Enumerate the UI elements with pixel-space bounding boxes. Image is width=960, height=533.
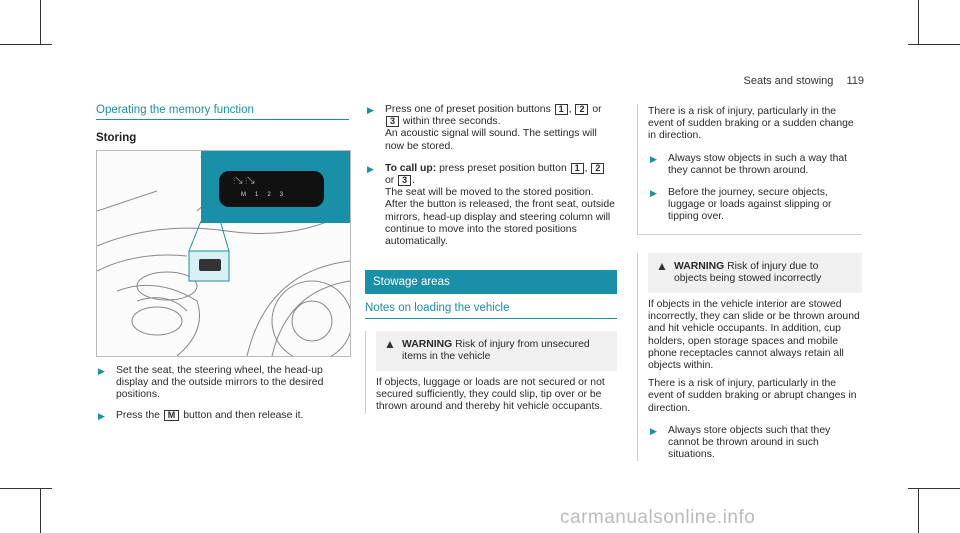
step-text: Press the [116,409,160,421]
preset-key-1: 1 [555,104,568,115]
continued-warning [637,104,862,235]
paragraph: There is a risk of injury, particularly in the event of sudden braking or a sudden change in direction. [648,106,854,142]
step [648,153,862,177]
preset-key-3: 3 [386,116,399,127]
comma: , [584,162,588,174]
crop-mark [908,488,960,489]
crop-mark [0,44,52,45]
step [648,425,862,462]
paragraph: There is a risk of injury, particularly in the event of sudden braking or abrupt changes in direction. [648,378,857,414]
crop-mark [40,0,41,45]
warning-text: Risk of injury due to objects being stowed incorrectly [674,260,822,284]
column-2 [365,104,617,414]
arrow-icon: ▶ [367,105,374,115]
warning-header [376,331,617,371]
step-text: button and then release it. [183,409,304,421]
crop-mark [0,488,52,489]
warning-box [637,253,862,462]
page-header [744,75,865,87]
warning-label: WARNING [674,260,725,272]
page-number: 119 [846,75,864,87]
warning-icon: ▲ [384,336,396,351]
step-detail: The seat will be moved to the stored position. After the button is released, the front seat, outside mirrors, head-up display and steering column will continue to move into the stored positions automatically. [385,187,615,248]
arrow-icon: ▶ [650,425,657,436]
step-text: Before the journey, secure objects, luggage or loads against slipping or tipping over. [668,187,832,223]
column-1 [96,104,349,144]
crop-mark [40,488,41,533]
subheading: Storing [96,132,137,145]
crop-mark [918,488,919,533]
watermark: carmanualsonline.info [560,507,756,528]
or-text: or [385,175,395,187]
arrow-icon: ▶ [98,410,105,421]
memory-button-panel [219,171,324,207]
subsection-heading: Notes on loading the vehicle [365,302,617,318]
arrow-icon: ▶ [650,153,657,164]
step [365,163,617,248]
warning-body: If objects, luggage or loads are not secured or not secured sufficiently, they could slip, tip over or be thrown around and thereby hit vehicle occupants. [376,377,605,413]
paragraph: If objects in the vehicle interior are stowed incorrectly, they can slide or be thrown around and hit vehicle occupants. In addition, cup holders, open storage spaces and mobile phone receptacles cannot always retain all objects within. [648,299,860,372]
step-detail: An acoustic signal will sound. The settings will now be stored. [385,128,597,152]
section-title: Seats and stowing [743,75,834,87]
step-text: Press one of preset position buttons [385,104,551,115]
step-text: Always stow objects in such a way that they cannot be thrown around. [668,152,848,176]
warning-box [365,331,617,414]
period: . [412,175,416,187]
warning-label: WARNING [402,338,453,350]
step [648,187,862,224]
memory-button-labels: M123 [241,192,293,198]
arrow-icon: ▶ [367,163,374,174]
warning-icon: ▲ [656,258,668,273]
step-text: Always store objects such that they cannot be thrown around in such situations. [668,424,831,461]
seat-icon: ⫶↘ ⫶↘ [233,176,255,186]
warning-text: Risk of injury from unsecured items in the vehicle [402,338,590,362]
preset-key-1: 1 [571,163,584,174]
step-text: press preset position button [439,162,567,174]
warning-header [648,253,862,293]
preset-key-2: 2 [591,163,604,174]
or-text: or [592,104,602,115]
step [365,104,617,153]
step [96,410,349,422]
step [96,365,349,402]
step-label: To call up: [385,162,437,174]
preset-key-2: 2 [575,104,588,115]
preset-key-3: 3 [398,175,411,186]
memory-key: M [164,410,180,421]
zoom-panel [201,151,350,223]
step-text: Set the seat, the steering wheel, the head-up display and the outside mirrors to the desired positions. [116,365,324,401]
column-3 [637,104,862,461]
arrow-icon: ▶ [98,366,105,376]
comma: , [568,104,572,115]
section-heading: Operating the memory function [96,104,349,120]
crop-mark [908,44,960,45]
column-1-steps [96,365,349,422]
crop-mark [918,0,919,45]
arrow-icon: ▶ [650,188,657,199]
step-text: within three seconds. [402,116,501,128]
section-band: Stowage areas [365,270,617,294]
door-panel-illustration [96,150,351,357]
